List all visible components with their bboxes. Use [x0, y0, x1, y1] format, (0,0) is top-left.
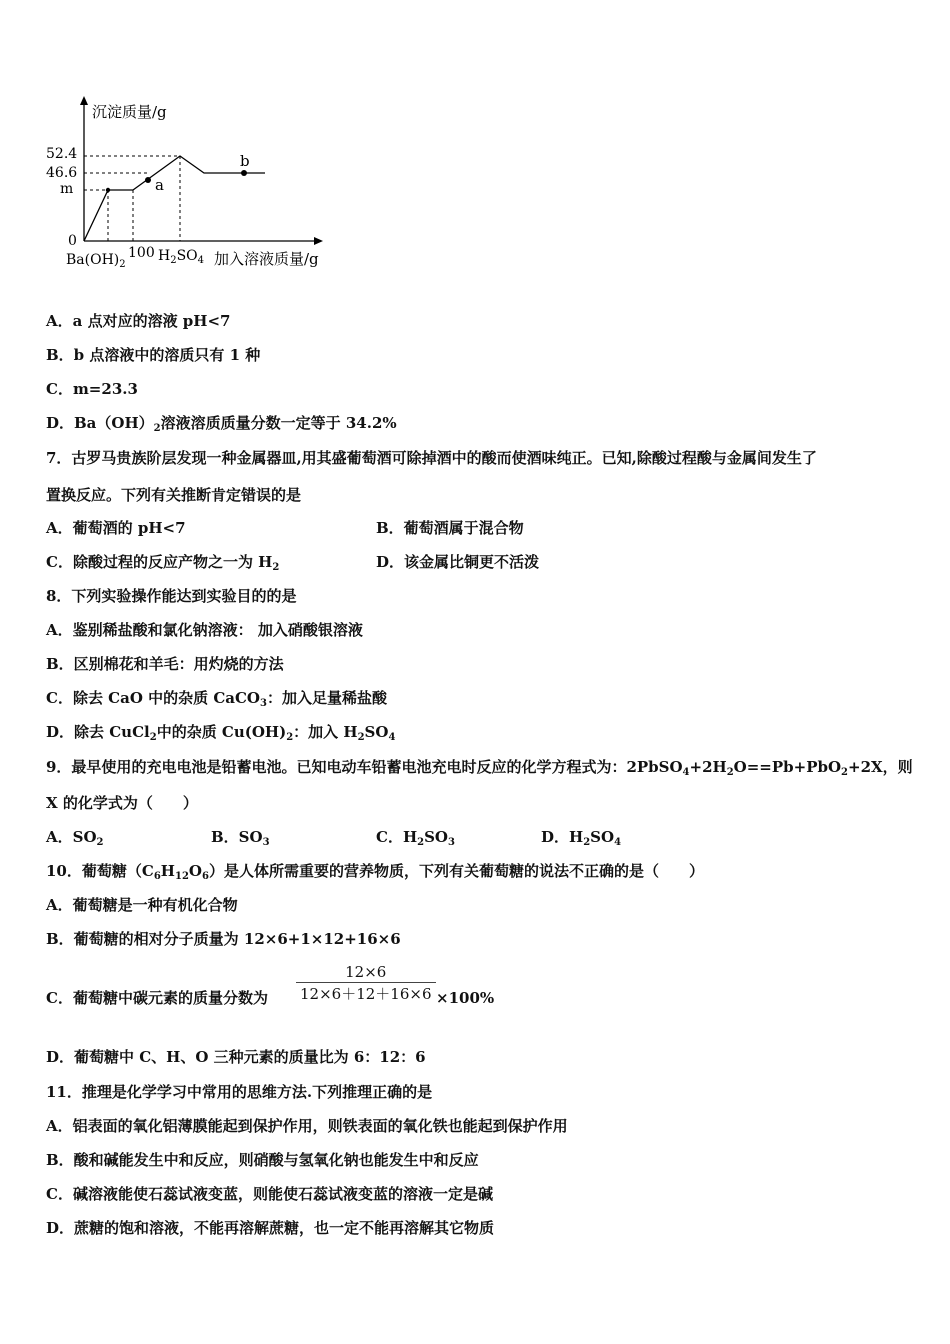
- x-label-h2so4: $H_2SO_4$: [158, 248, 205, 266]
- q7-option-d: D．该金属比铜更不活泼: [376, 553, 540, 571]
- q9-stem-line1: 9．最早使用的充电电池是铅蓄电池。已知电动车铅蓄电池充电时反应的化学方程式为：$2PbSO_4+2H_2O==Pb+PbO_2+2X$，则: [46, 758, 913, 778]
- q7-stem-line1: 7．古罗马贵族阶层发现一种金属器皿,用其盛葡萄酒可除掉酒中的酸而使酒味纯正。已知,除酸过程酸与金属间发生了: [46, 449, 817, 467]
- q11-option-c: C．碱溶液能使石蕊试液变蓝，则能使石蕊试液变蓝的溶液一定是碱: [46, 1185, 493, 1203]
- q10-option-b: B．葡萄糖的相对分子质量为 12×6+1×12+16×6: [46, 930, 401, 948]
- y-axis-arrow: [80, 96, 88, 105]
- y-tick-46-6: 46.6: [46, 165, 78, 181]
- q9-option-a: A．$SO_2$: [46, 828, 104, 848]
- q7-option-b: B．葡萄酒属于混合物: [376, 519, 524, 537]
- fraction-numerator: 12×6: [345, 963, 387, 981]
- q10-option-c-label: C．葡萄糖中碳元素的质量分数为: [46, 989, 268, 1007]
- q8-option-c: C．除去 CaO 中的杂质 CaCO$_3$：加入足量稀盐酸: [46, 689, 387, 709]
- q11-option-d: D．蔗糖的饱和溶液，不能再溶解蔗糖，也一定不能再溶解其它物质: [46, 1219, 495, 1237]
- q7-stem-line2: 置换反应。下列有关推断肯定错误的是: [46, 486, 302, 504]
- y-axis-title: 沉淀质量/g: [92, 103, 167, 121]
- q11-option-a: A．铝表面的氧化铝薄膜能起到保护作用，则铁表面的氧化铁也能起到保护作用: [46, 1117, 568, 1135]
- q10-option-a: A．葡萄糖是一种有机化合物: [46, 896, 238, 914]
- x-label-100: 100: [128, 245, 155, 261]
- q11-option-b: B．酸和碱能发生中和反应，则硝酸与氢氧化钠也能发生中和反应: [46, 1151, 479, 1169]
- q9-stem-line2: X 的化学式为（ ）: [46, 794, 198, 812]
- q11-stem: 11．推理是化学学习中常用的思维方法.下列推理正确的是: [46, 1083, 433, 1101]
- q8-option-b: B．区别棉花和羊毛：用灼烧的方法: [46, 655, 284, 673]
- q8-stem: 8．下列实验操作能达到实验目的的是: [46, 587, 297, 605]
- fraction-denominator: 12×6＋12＋16×6: [300, 985, 432, 1003]
- point-b: [241, 170, 247, 176]
- q6-option-c: C．m=23.3: [46, 380, 138, 398]
- precipitate-curve: [84, 156, 265, 241]
- precipitate-mass-graph: [40, 92, 340, 272]
- q6-option-d: D．$Ba(OH)_2$溶液溶质质量分数一定等于 34.2%: [46, 414, 397, 434]
- y-tick-0: 0: [68, 233, 77, 249]
- q9-option-b: B．$SO_3$: [211, 828, 270, 848]
- q10-stem: 10．葡萄糖$(C_6H_{12}O_6)$是人体所需重要的营养物质，下列有关葡萄糖的说法不正确的是（ ）: [46, 862, 704, 882]
- q8-option-a: A．鉴别稀盐酸和氯化钠溶液： 加入硝酸银溶液: [46, 621, 363, 639]
- point-a: [145, 177, 151, 183]
- q9-option-d: D．$H_2SO_4$: [541, 828, 622, 848]
- q7-option-c: C．除酸过程的反应产物之一为 $H_2$: [46, 553, 280, 573]
- x-axis-arrow: [314, 237, 323, 245]
- q9-option-c: C．$H_2SO_3$: [376, 828, 455, 848]
- y-tick-m: m: [60, 181, 74, 197]
- q10-option-c-percent: ×100%: [436, 989, 495, 1007]
- q7-option-a: A．葡萄酒的 pH<7: [46, 519, 186, 537]
- q6-option-a: A．a 点对应的溶液 pH<7: [46, 312, 231, 330]
- x-label-baoh2: $Ba(OH)_2$: [66, 252, 126, 270]
- x-axis-title: 加入溶液质量/g: [214, 250, 319, 268]
- y-tick-52-4: 52.4: [46, 146, 78, 162]
- q8-option-d: D．除去 CuCl$_2$中的杂质 $Cu(OH)_2$：加入 $H_2SO_4$: [46, 723, 396, 743]
- q6-option-b: B．b 点溶液中的溶质只有 1 种: [46, 346, 261, 364]
- point-m: [106, 188, 110, 192]
- carbon-fraction: [296, 962, 436, 1005]
- q10-option-d: D．葡萄糖中 C、H、O 三种元素的质量比为 6：12：6: [46, 1048, 426, 1066]
- point-a-label: a: [155, 176, 164, 194]
- point-b-label: b: [240, 152, 250, 170]
